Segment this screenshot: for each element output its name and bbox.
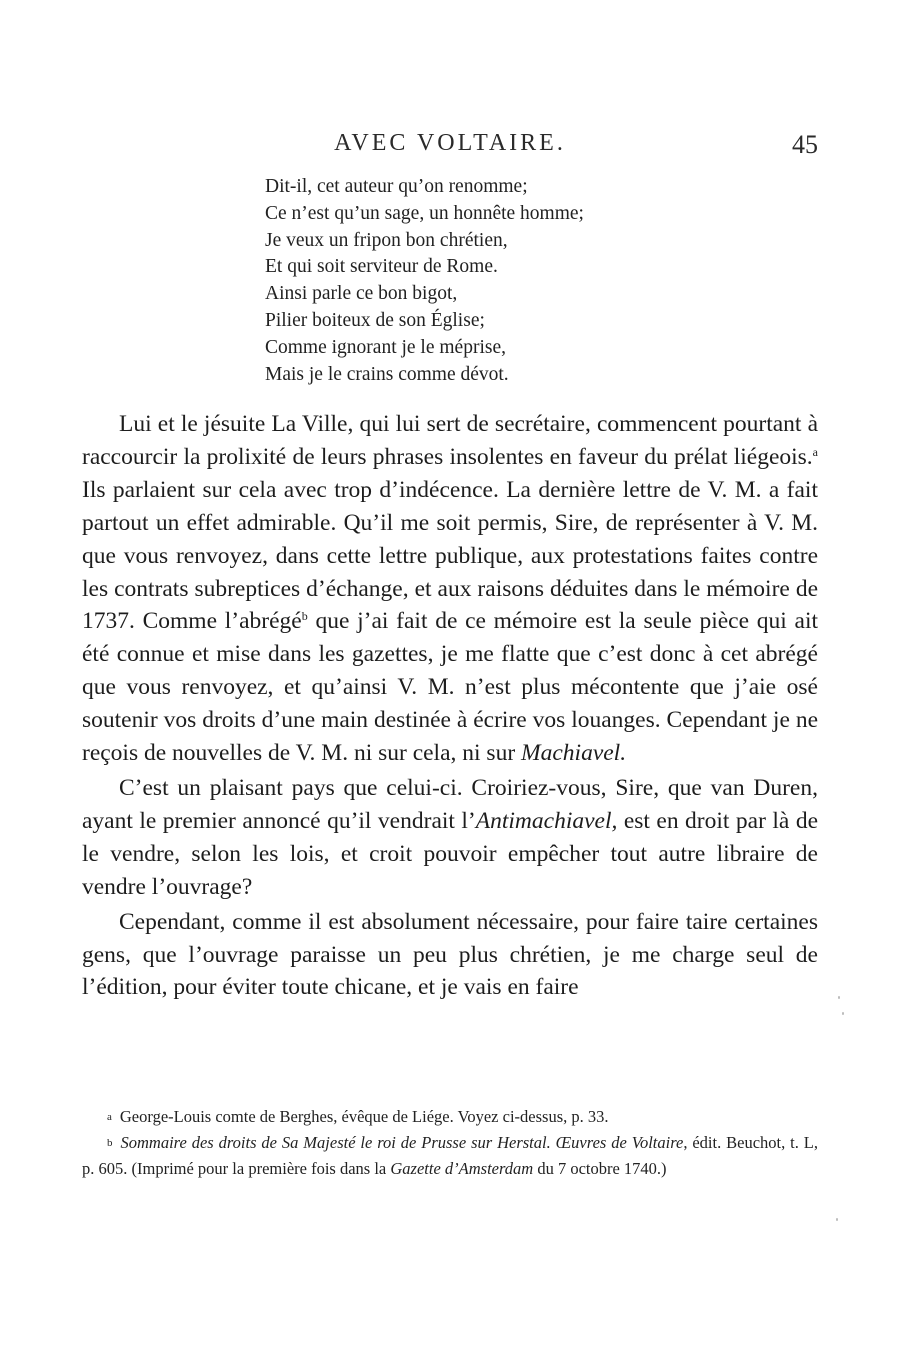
paper-speck [836, 1218, 838, 1221]
body-text [82, 408, 818, 1004]
title-machiavel: Machiavel. [521, 740, 627, 767]
footnote-a [82, 1104, 818, 1130]
verse-line: Dit-il, cet auteur qu’on renomme; [265, 176, 528, 197]
paragraph-1 [82, 408, 818, 770]
paragraph-2 [82, 772, 818, 904]
footnote-b-text-2: du 7 octobre 1740.) [533, 1159, 667, 1178]
paragraph-3 [82, 906, 818, 1005]
verse-line: Ainsi parle ce bon bigot, [265, 283, 458, 305]
verse-line: Et qui soit serviteur de Rome. [265, 256, 498, 278]
paragraph-1-text-2: liégeois. [733, 443, 813, 470]
footnote-b-gazette: Gazette d’Amsterdam [390, 1159, 534, 1178]
paragraph-2-text-1: C’est un plaisant pays que celui-ci. Croiriez-vous, Sire, que van Duren, ayant le premier annoncé qu’il vendrait [82, 774, 818, 834]
word-with-note-b [225, 608, 308, 634]
article-l: l’ [461, 807, 476, 834]
running-head [82, 130, 818, 164]
footnote-ref-a[interactable]: a [812, 444, 818, 459]
paragraph-1-text-4: l’abrégé [224, 608, 302, 635]
paragraph-1-text-3: Ils parlaient sur cela avec trop d’indécence. La dernière lettre de V. M. a fait partout un effet admirable. Qu’il me soit permis, Sire, de représenter à V. M. que vous renvoyez, dans cette lettre publique, aux protestations faites contre les contrats subreptices d’échange, et aux raisons déduites dans le mémoire de 1737. Comme [82, 476, 818, 635]
paragraph-2-text-2: est en droit par là de le vendre, selon les lois, et croit pouvoir empêcher tout autre libraire de vendre l’ouvrage? [82, 807, 818, 900]
footnote-b-work: Œuvres de Voltaire [555, 1133, 684, 1152]
footnote-a-text: George-Louis comte de Berghes, évêque de Liége. Voyez ci-dessus, p. 33. [119, 1107, 609, 1126]
verse-line: Pilier boiteux de son Église; [265, 309, 485, 331]
paragraph-1-text-5: que j’ai fait de ce mémoire est la seule pièce qui ait été connue et mise dans les gazettes, je me flatte que c’est donc à cet abrégé que vous renvoyez, et qu’ainsi V. M. n’est plus mécontente que j’aie osé soutenir vos droits d’une main destinée à écrire vos louanges. Cependant je ne reçois de nouvelles de V. M. ni sur cela, ni sur [82, 608, 819, 767]
footnote-b-text-1: , édit. Beuchot, t. L, p. 605. (Imprimé pour la première fois dans la [82, 1133, 818, 1178]
verse-line: Mais je le crains comme dévot. [265, 363, 509, 385]
page-number: 45 [792, 130, 818, 159]
footnote-mark-a: a [107, 1111, 112, 1123]
footnotes [82, 1104, 818, 1181]
paragraph-3-text-1: Cependant, comme il est absolument nécessaire, pour faire taire certaines gens, que l’ouvrage paraisse un peu plus chrétien, je me charge seul de l’édition, pour éviter toute chicane, et je vais en faire [82, 908, 818, 1001]
title-antimachiavel: Antimachiavel, [475, 807, 618, 834]
paragraph-1-text-1: Lui et le jésuite La Ville, qui lui sert de secrétaire, commencent pourtant à raccourcir la prolixité de leurs phrases insolentes en faveur du prélat [82, 411, 818, 470]
footnote-b [82, 1130, 818, 1181]
antimachiavel-phrase [461, 808, 617, 834]
paper-speck [838, 996, 840, 999]
verse-line: Comme ignorant je le méprise, [265, 336, 506, 358]
verse-line: Je veux un fripon bon chrétien, [265, 229, 508, 251]
running-title: AVEC VOLTAIRE. [334, 130, 566, 156]
verse-line: Ce n’est qu’un sage, un honnête homme; [265, 202, 584, 224]
footnote-b-title: Sommaire des droits de Sa Majesté le roi de Prusse sur Herstal. [120, 1133, 551, 1152]
footnote-ref-b[interactable]: b [301, 609, 308, 624]
word-with-note-a [734, 444, 818, 470]
poem-stanza [265, 174, 725, 388]
footnote-mark-b: b [107, 1137, 113, 1149]
paper-speck [842, 1012, 844, 1015]
